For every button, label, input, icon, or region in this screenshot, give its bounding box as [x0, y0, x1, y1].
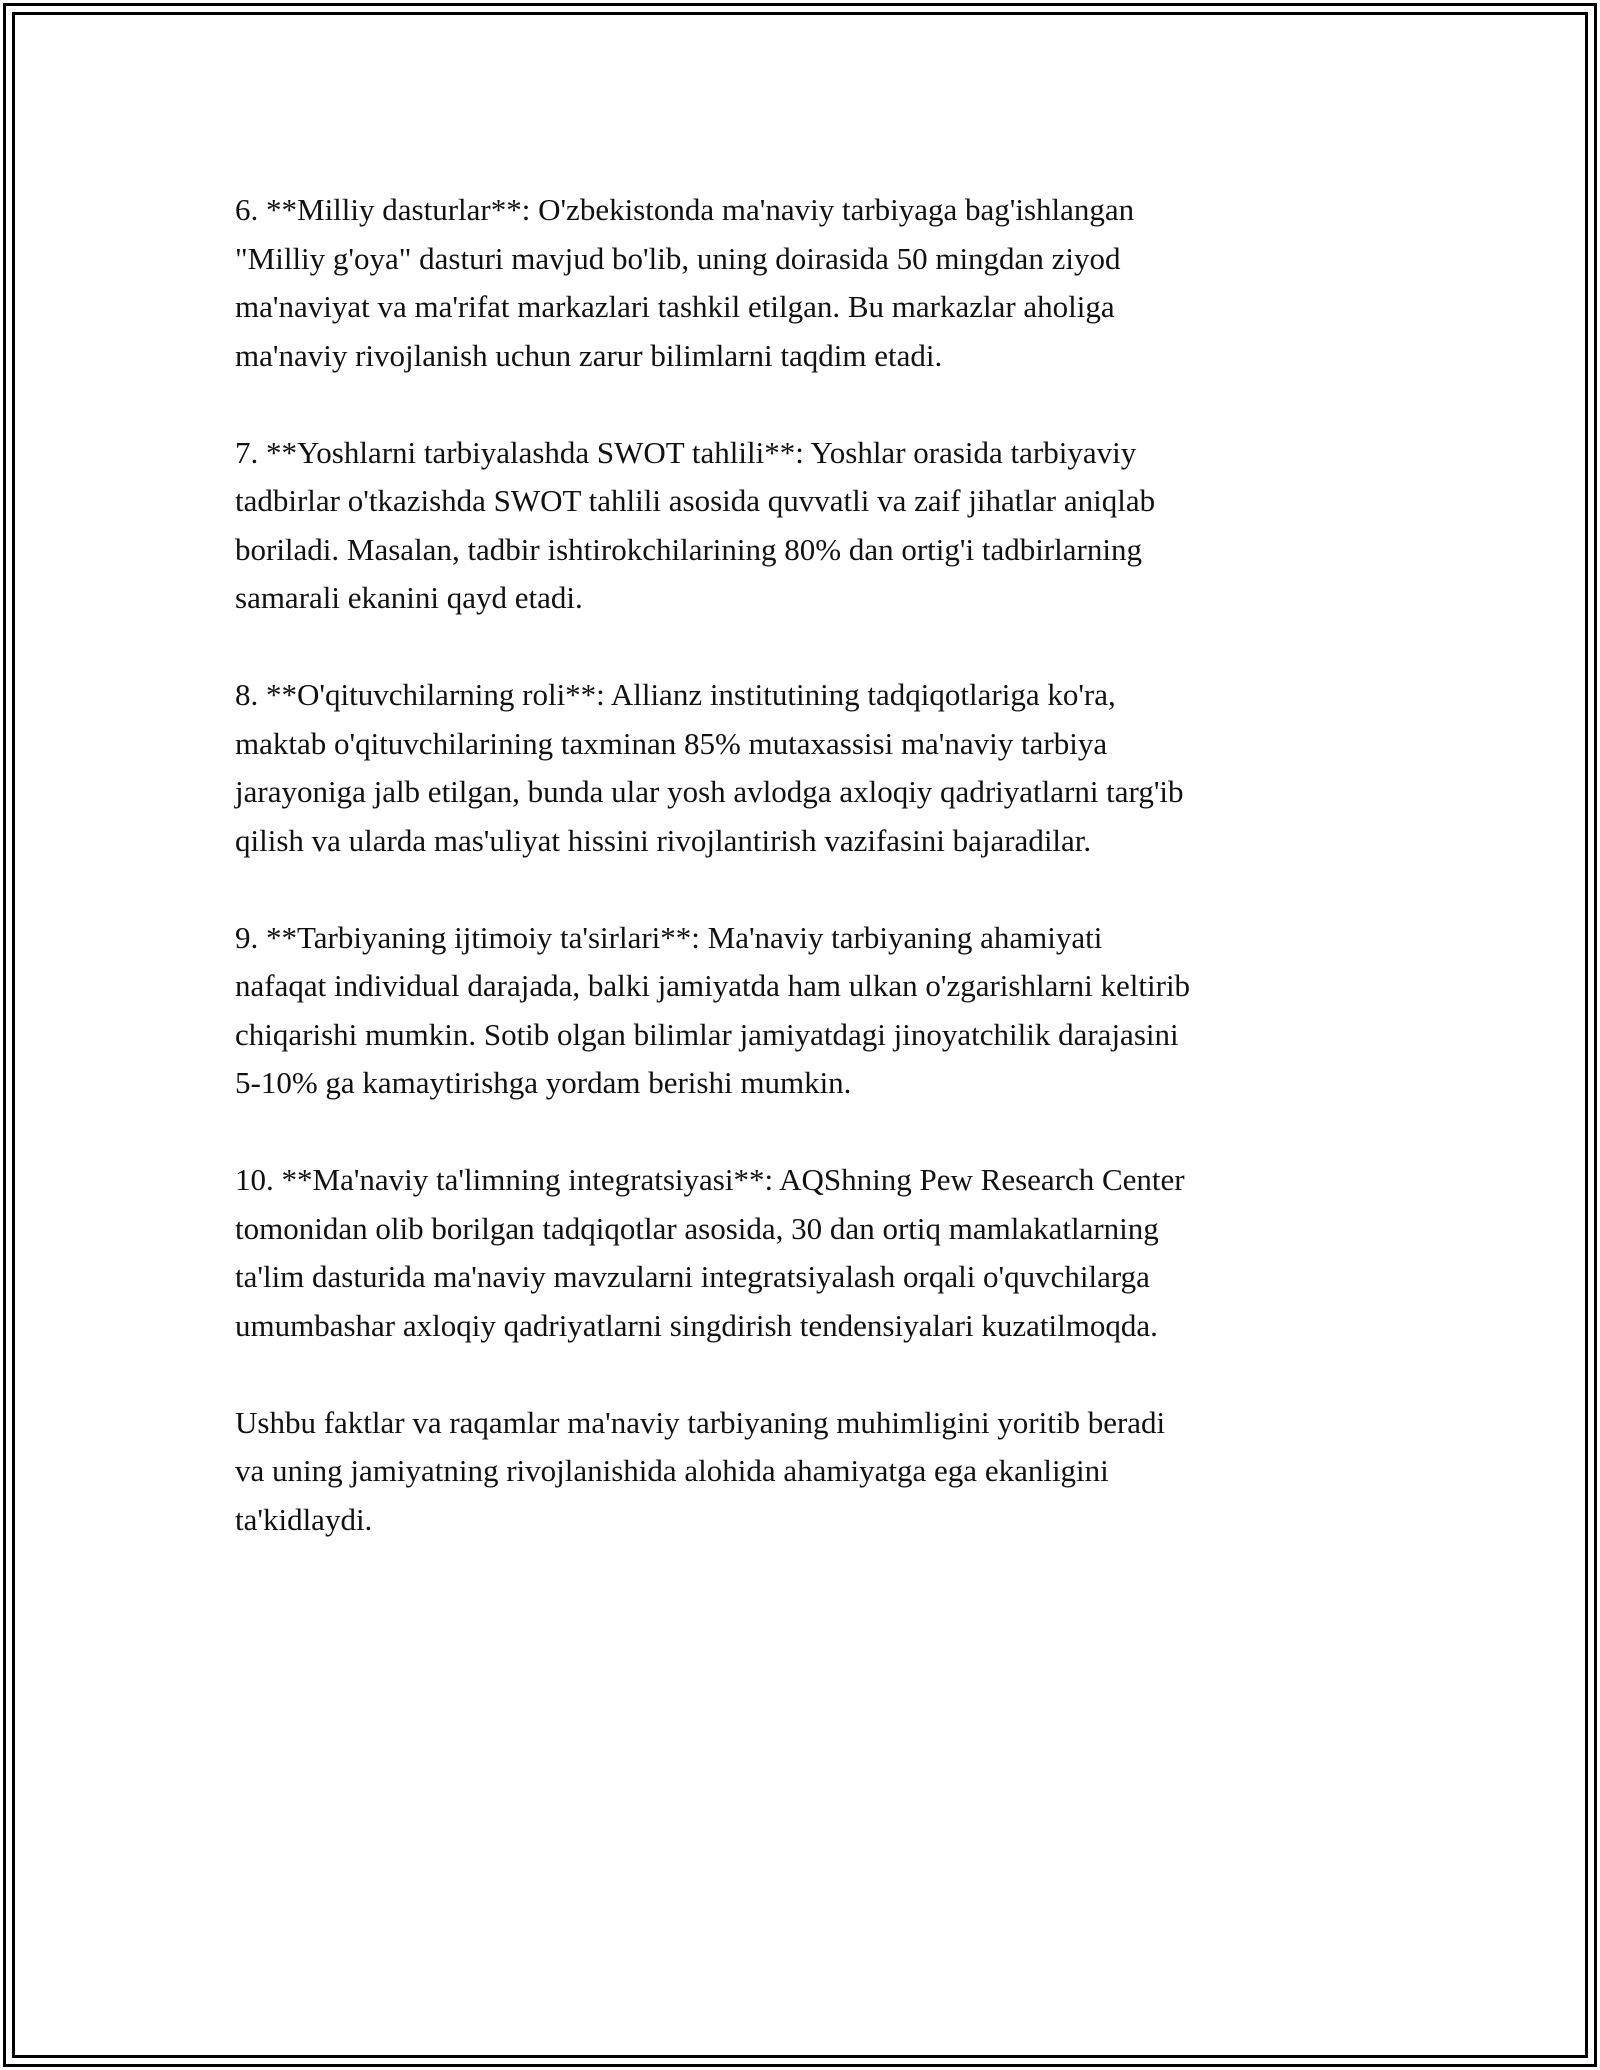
text-line: 7. **Yoshlarni tarbiyalashda SWOT tahlili**: Yoshlar orasida tarbiyaviy	[235, 434, 1137, 470]
text-line: ma'naviy rivojlanish uchun zarur bilimlarni taqdim etadi.	[235, 337, 943, 373]
paragraph-national-programs	[235, 186, 1375, 380]
text-line: ta'kidlaydi.	[235, 1501, 373, 1537]
text-line: 6. **Milliy dasturlar**: O'zbekistonda ma'naviy tarbiyaga bag'ishlangan	[235, 192, 1135, 227]
text-line: tomonidan olib borilgan tadqiqotlar asosida, 30 dan ortiq mamlakatlarning	[235, 1210, 1159, 1246]
document-body	[235, 186, 1375, 1593]
text-line: 9. **Tarbiyaning ijtimoiy ta'sirlari**: Ma'naviy tarbiyaning ahamiyati	[235, 919, 1103, 955]
paragraph-social-impact	[235, 914, 1375, 1108]
paragraph-integration	[235, 1156, 1375, 1350]
text-line: ma'naviyat va ma'rifat markazlari tashkil etilgan. Bu markazlar aholiga	[235, 289, 1115, 324]
text-line: samarali ekanini qayd etadi.	[235, 580, 583, 615]
text-line: maktab o'qituvchilarining taxminan 85% mutaxassisi ma'naviy tarbiya	[235, 725, 1108, 761]
text-line: Ushbu faktlar va raqamlar ma'naviy tarbiyaning muhimligini yoritib beradi	[235, 1404, 1166, 1440]
text-line: 10. **Ma'naviy ta'limning integratsiyasi**: AQShning Pew Research Center	[235, 1162, 1185, 1197]
text-line: qilish va ularda mas'uliyat hissini rivojlantirish vazifasini bajaradilar.	[235, 822, 1092, 858]
text-line: 8. **O'qituvchilarning roli**: Allianz institutining tadqiqotlariga ko'ra,	[235, 677, 1116, 712]
text-line: tadbirlar o'tkazishda SWOT tahlili asosida quvvatli va zaif jihatlar aniqlab	[235, 483, 1156, 518]
text-line: boriladi. Masalan, tadbir ishtirokchilarining 80% dan ortig'i tadbirlarning	[235, 531, 1142, 567]
text-line: chiqarishi mumkin. Sotib olgan bilimlar jamiyatdagi jinoyatchilik darajasini	[235, 1016, 1179, 1052]
paragraph-conclusion	[235, 1399, 1375, 1545]
text-line: 5-10% ga kamaytirishga yordam berishi mumkin.	[235, 1065, 852, 1100]
text-line: ta'lim dasturida ma'naviy mavzularni integratsiyalash orqali o'quvchilarga	[235, 1259, 1150, 1294]
text-line: jarayoniga jalb etilgan, bunda ular yosh avlodga axloqiy qadriyatlarni targ'ib	[235, 774, 1184, 809]
text-line: "Milliy g'oya" dasturi mavjud bo'lib, uning doirasida 50 mingdan ziyod	[235, 240, 1121, 276]
paragraph-swot-analysis	[235, 429, 1375, 623]
text-line: va uning jamiyatning rivojlanishida alohida ahamiyatga ega ekanligini	[235, 1453, 1109, 1488]
text-line: umumbashar axloqiy qadriyatlarni singdirish tendensiyalari kuzatilmoqda.	[235, 1307, 1158, 1343]
paragraph-teachers-role	[235, 671, 1375, 865]
text-line: nafaqat individual darajada, balki jamiyatda ham ulkan o'zgarishlarni keltirib	[235, 968, 1191, 1003]
